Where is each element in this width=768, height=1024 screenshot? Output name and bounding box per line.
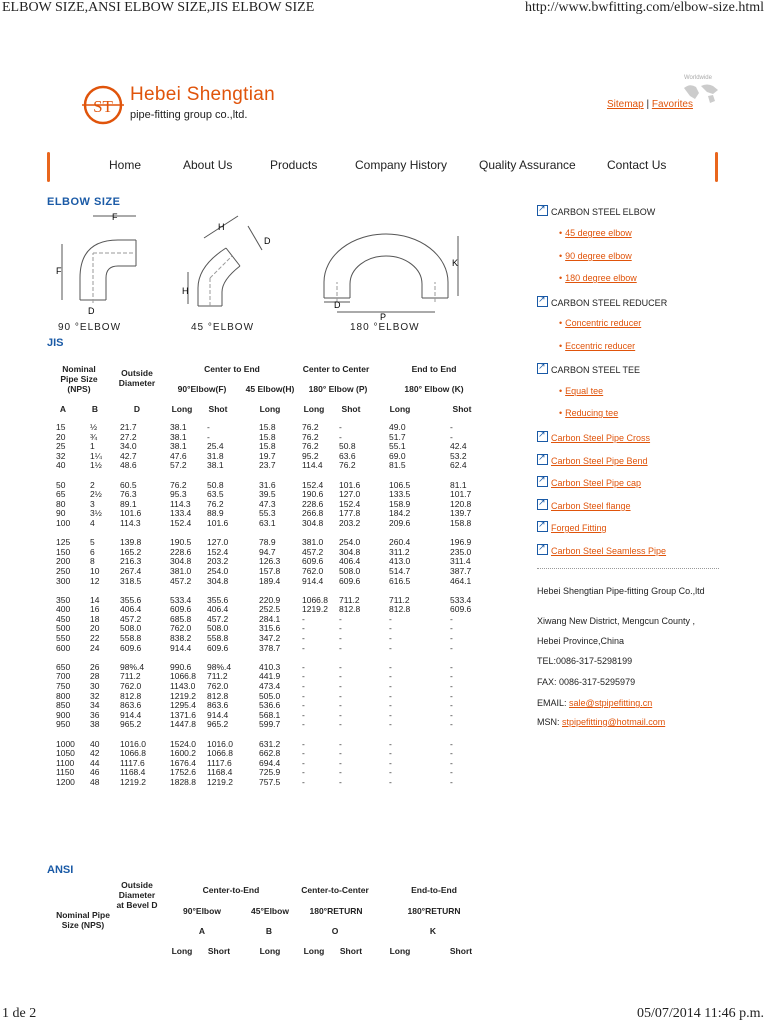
contact-msn-label: MSN: [537, 717, 560, 727]
sidebar-item-concentric-reducer-label[interactable]: Concentric reducer [565, 318, 642, 328]
sidebar-cat-elbow-label: CARBON STEEL ELBOW [551, 207, 656, 217]
sidebar-cat-tee-label: CARBON STEEL TEE [551, 365, 641, 375]
nav-products[interactable]: Products [270, 158, 318, 172]
contact-msn [537, 717, 665, 727]
jis-col-long-p: 76.2 76.2 76.2 95.2 114.4 152.4 190.6 228.6 266.8 304.8 381.0 457.2 609.6 762.0 914.4 1066.8 1219.2 - - - - - - - - - - - - - - - - [302, 422, 328, 787]
section-title: ELBOW SIZE [47, 196, 121, 208]
nav-left-accent [47, 152, 50, 182]
ansi-header-nps: Nominal Pipe Size (NPS) [56, 910, 110, 930]
arrow-link-icon [537, 431, 548, 442]
bullet-icon: • [559, 273, 563, 283]
elbow-45-label-d: D [264, 236, 271, 246]
jis-header-center-to-center: Center to Center [302, 364, 370, 374]
contact-email [537, 698, 652, 708]
sidebar-link-seamless-pipe[interactable] [537, 544, 666, 556]
bullet-icon: • [559, 341, 563, 351]
ansi-header-long-45: Long [259, 946, 281, 956]
sidebar-link-pipe-bend[interactable] [537, 454, 648, 466]
jis-header-90-elbow: 90°Elbow(F) [177, 384, 227, 394]
sidebar-item-equal-tee[interactable] [559, 386, 603, 396]
sidebar-divider [537, 568, 719, 569]
nav-contact-us[interactable]: Contact Us [607, 158, 667, 172]
jis-header-long-45: Long [259, 404, 281, 414]
arrow-link-icon [537, 454, 548, 465]
elbow-90-diagram [48, 208, 138, 320]
brand-subtitle: pipe-fitting group co.,ltd. [130, 109, 248, 121]
nav-about-us[interactable]: About Us [183, 158, 233, 172]
elbow-90-label-d: D [88, 306, 95, 316]
contact-address-1: Xiwang New District, Mengcun County , [537, 616, 696, 626]
sidebar-cat-reducer-label: CARBON STEEL REDUCER [551, 298, 668, 308]
arrow-link-icon [537, 476, 548, 487]
elbow-45-diagram [178, 208, 288, 320]
sidebar-link-pipe-cross-label[interactable]: Carbon Steel Pipe Cross [551, 433, 651, 443]
jis-header-45-elbow: 45 Elbow(H) [245, 384, 295, 394]
sidebar-item-45-degree-elbow-label[interactable]: 45 degree elbow [565, 228, 632, 238]
sidebar-link-pipe-cap[interactable] [537, 476, 641, 488]
ansi-header-short-k: Short [449, 946, 473, 956]
contact-email-label: EMAIL: [537, 698, 567, 708]
nav-quality-assurance[interactable]: Quality Assurance [479, 158, 576, 172]
company-logo-icon[interactable] [80, 82, 126, 128]
ansi-header-long-90: Long [171, 946, 193, 956]
jis-col-short-k: - - 42.4 53.2 62.4 81.1 101.7 120.8 139.7 158.8 196.9 235.0 311.4 387.7 464.1 533.4 609.6 - - - - - - - - - - - - - - - - [450, 422, 472, 787]
arrow-link-icon [537, 205, 548, 216]
nav-company-history[interactable]: Company History [355, 158, 448, 172]
jis-col-long-90: 38.1 38.1 38.1 47.6 57.2 76.2 95.3 114.3 133.4 152.4 190.5 228.6 304.8 381.0 457.2 533.4 609.6 685.8 762.0 838.2 914.4 990.6 1066.8 1143.0 1219.2 1295.4 1371.6 1447.8 1524.0 1600.2 1676.4 1752.6 1828.8 [170, 422, 196, 787]
contact-address-2: Hebei Province,China [537, 636, 625, 646]
ansi-header-long-o: Long [303, 946, 325, 956]
sidebar-item-eccentric-reducer-label[interactable]: Eccentric reducer [565, 341, 636, 351]
ansi-header-45-elbow: 45°Elbow [251, 906, 289, 916]
bullet-icon: • [559, 386, 563, 396]
sidebar-item-reducing-tee[interactable] [559, 408, 618, 418]
contact-email-link[interactable]: sale@stpipefitting.cn [569, 698, 653, 708]
sidebar-item-90-degree-elbow-label[interactable]: 90 degree elbow [565, 251, 632, 261]
ansi-header-o: O [331, 926, 339, 936]
jis-col-short-p: - - 50.8 63.6 76.2 101.6 127.0 152.4 177.8 203.2 254.0 304.8 406.4 508.0 609.6 711.2 812.8 - - - - - - - - - - - - - - - - [339, 422, 361, 787]
sidebar-link-pipe-bend-label[interactable]: Carbon Steel Pipe Bend [551, 456, 648, 466]
ansi-header-short-o: Short [339, 946, 363, 956]
sidebar-item-equal-tee-label[interactable]: Equal tee [565, 386, 604, 396]
arrow-link-icon [537, 363, 548, 374]
elbow-45-label-h-side: H [182, 286, 189, 296]
jis-header-short-p: Shot [341, 404, 361, 414]
arrow-link-icon [537, 296, 548, 307]
favorites-link[interactable]: Favorites [651, 99, 693, 110]
elbow-90-caption: 90 °ELBOW [58, 322, 122, 333]
print-footer-page: 1 de 2 [2, 1006, 37, 1021]
jis-header-long-90: Long [171, 404, 193, 414]
jis-header-b: B [91, 404, 99, 414]
elbow-180-label-k: K [452, 258, 459, 268]
bullet-icon: • [559, 408, 563, 418]
elbow-180-caption: 180 °ELBOW [350, 322, 420, 333]
jis-header-long-p: Long [303, 404, 325, 414]
bullet-icon: • [559, 228, 563, 238]
jis-col-od: 21.7 27.2 34.0 42.7 48.6 60.5 76.3 89.1 101.6 114.3 139.8 165.2 216.3 267.4 318.5 355.6 406.4 457.2 508.0 558.8 609.6 98%.4 711.2 762.0 812.8 863.6 914.4 965.2 1016.0 1066.8 1117.6 1168.4 1219.2 [120, 422, 146, 787]
logo-text: ST [93, 97, 113, 116]
elbow-90-label-f-top: F [112, 212, 118, 222]
ansi-header-k: K [429, 926, 437, 936]
sidebar-item-reducing-tee-label[interactable]: Reducing tee [565, 408, 619, 418]
contact-fax: FAX: 0086-317-5295979 [537, 677, 636, 687]
elbow-45-label-h-top: H [218, 222, 225, 232]
print-header-title: ELBOW SIZE,ANSI ELBOW SIZE,JIS ELBOW SIZE [2, 0, 315, 15]
ansi-title: ANSI [47, 864, 74, 876]
ansi-header-center-to-center: Center-to-Center [301, 885, 369, 895]
sidebar-cat-elbow[interactable] [537, 205, 655, 217]
sitemap-link[interactable]: Sitemap [607, 99, 644, 110]
ansi-header-short-90: Short [207, 946, 231, 956]
arrow-link-icon [537, 499, 548, 510]
ansi-header-long-k: Long [389, 946, 411, 956]
jis-header-long-k: Long [389, 404, 411, 414]
jis-header-a: A [59, 404, 67, 414]
ansi-header-end-to-end: End-to-End [411, 885, 457, 895]
jis-header-od: Outside Diameter [118, 368, 156, 388]
sidebar-link-seamless-pipe-label[interactable]: Carbon Steel Seamless Pipe [551, 546, 667, 556]
elbow-90-label-f-side: F [56, 266, 62, 276]
jis-header-short-90: Shot [208, 404, 228, 414]
ansi-header-center-to-end: Center-to-End [202, 885, 260, 895]
arrow-link-icon [537, 521, 548, 532]
ansi-header-a: A [198, 926, 206, 936]
sidebar-item-180-degree-elbow-label[interactable]: 180 degree elbow [565, 273, 637, 283]
print-header-url: http://www.bwfitting.com/elbow-size.html [524, 0, 764, 15]
world-label: Worldwide [684, 75, 712, 81]
sidebar-cat-tee[interactable] [537, 363, 640, 375]
ansi-header-od: Outside Diameter at Bevel D [116, 880, 158, 910]
ansi-header-90-elbow: 90°Elbow [183, 906, 221, 916]
ansi-header-b: B [265, 926, 273, 936]
sidebar-link-flange[interactable] [537, 499, 631, 511]
top-links [607, 99, 693, 110]
nav-right-accent [715, 152, 718, 182]
toplinks-separator: | [646, 99, 650, 110]
jis-col-long-k: 49.0 51.7 55.1 69.0 81.5 106.5 133.5 158.9 184.2 209.6 260.4 311.2 413.0 514.7 616.5 711.2 812.8 - - - - - - - - - - - - - - - - [389, 422, 411, 787]
jis-header-180-elbow-k: 180° Elbow (K) [404, 384, 464, 394]
sidebar-link-pipe-cap-label[interactable]: Carbon Steel Pipe cap [551, 478, 642, 488]
elbow-180-label-p: P [380, 312, 387, 322]
sidebar-item-180-degree-elbow[interactable] [559, 273, 637, 283]
brand-name: Hebei Shengtian [130, 84, 275, 105]
jis-col-b: ½ ¾ 1 1¼ 1½ 2 2½ 3 3½ 4 5 6 8 10 12 14 16 18 20 22 24 26 28 30 32 34 36 38 40 42 44 46 48 [90, 422, 102, 787]
jis-header-center-to-end: Center to End [204, 364, 260, 374]
contact-msn-link[interactable]: stpipefitting@hotmail.com [562, 717, 666, 727]
jis-col-short-90: - - 25.4 31.8 38.1 50.8 63.5 76.2 88.9 101.6 127.0 152.4 203.2 254.0 304.8 355.6 406.4 457.2 508.0 558.8 609.6 98%.4 711.2 762.0 812.8 863.6 914.4 965.2 1016.0 1066.8 1117.6 1168.4 1219.2 [207, 422, 233, 787]
jis-col-long-45: 15.8 15.8 15.8 19.7 23.7 31.6 39.5 47.3 55.3 63.1 78.9 94.7 126.3 157.8 189.4 220.9 252.5 284.1 315.6 347.2 378.7 410.3 441.9 473.4 505.0 536.6 568.1 599.7 631.2 662.8 694.4 725.9 757.5 [259, 422, 281, 787]
contact-tel: TEL:0086-317-5298199 [537, 656, 633, 666]
jis-header-short-k: Shot [452, 404, 472, 414]
nav-home[interactable]: Home [109, 158, 142, 172]
bullet-icon: • [559, 318, 563, 328]
sidebar-link-forged-fitting-label[interactable]: Forged Fitting [551, 523, 607, 533]
sidebar-item-eccentric-reducer[interactable] [559, 341, 635, 351]
contact-company: Hebei Shengtian Pipe-fitting Group Co.,ltd [537, 586, 705, 596]
ansi-header-180-return-o: 180°RETURN [309, 906, 363, 916]
arrow-link-icon [537, 544, 548, 555]
elbow-180-label-d: D [334, 300, 341, 310]
sidebar-link-forged-fitting[interactable] [537, 521, 607, 533]
bullet-icon: • [559, 251, 563, 261]
sidebar-item-90-degree-elbow[interactable] [559, 251, 632, 261]
jis-header-180-elbow-p: 180° Elbow (P) [308, 384, 368, 394]
jis-title: JIS [47, 337, 64, 349]
elbow-180-diagram [316, 222, 476, 322]
print-footer-datetime: 05/07/2014 11:46 p.m. [636, 1006, 764, 1021]
sidebar-link-flange-label[interactable]: Carbon Steel flange [551, 501, 631, 511]
sidebar-item-concentric-reducer[interactable] [559, 318, 641, 328]
jis-header-d: D [133, 404, 141, 414]
sidebar-link-pipe-cross[interactable] [537, 431, 650, 443]
ansi-header-180-return-k: 180°RETURN [407, 906, 461, 916]
sidebar-item-45-degree-elbow[interactable] [559, 228, 632, 238]
jis-header-end-to-end: End to End [411, 364, 457, 374]
elbow-45-caption: 45 °ELBOW [191, 322, 255, 333]
jis-col-a: 15 20 25 32 40 50 65 80 90 100 125 150 200 250 300 350 400 450 500 550 600 650 700 750 800 850 900 950 1000 1050 1100 1150 1200 [56, 422, 75, 787]
sidebar-cat-reducer[interactable] [537, 296, 667, 308]
jis-header-nps: Nominal Pipe Size (NPS) [60, 364, 98, 394]
